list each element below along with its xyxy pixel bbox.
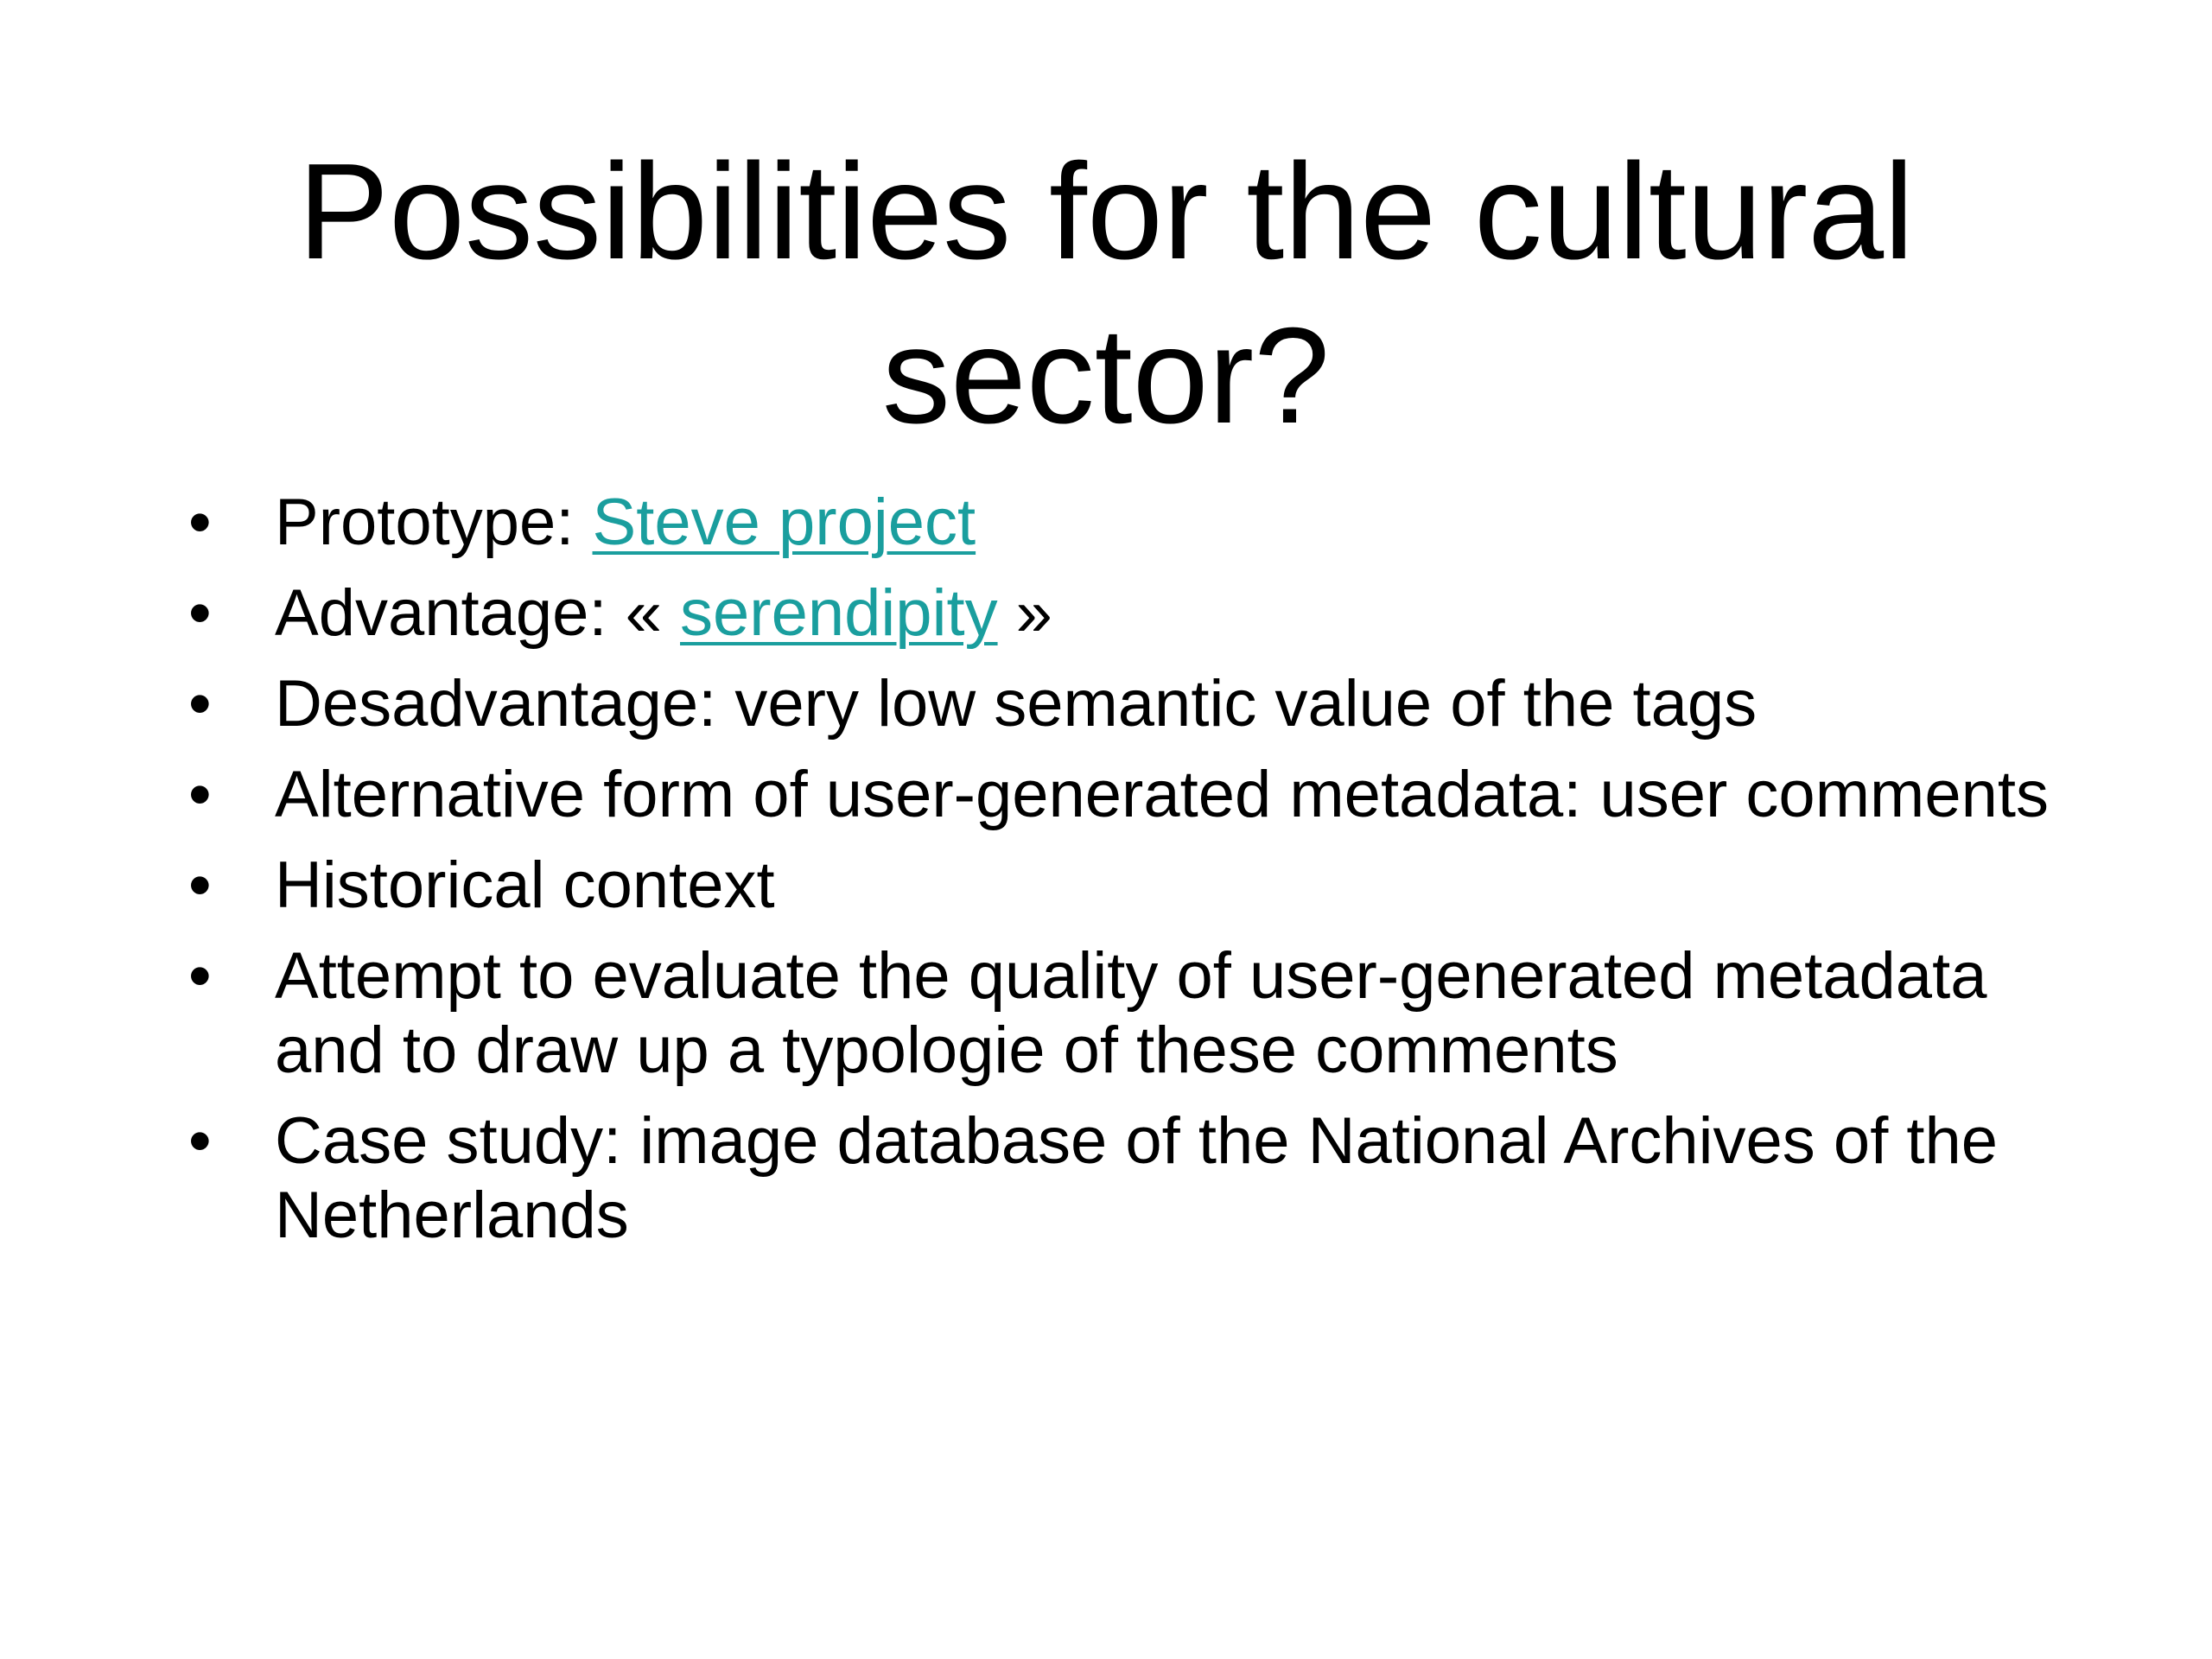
bullet-text: Desadvantage: very low semantic value of the tags [275, 667, 1758, 741]
bullet-text: Attempt to evaluate the quality of user-generated metadata and to draw up a typologie of these comments [275, 939, 1987, 1087]
bullet-icon: • [188, 758, 212, 831]
bullet-item-advantage [0, 576, 2212, 651]
bullet-icon: • [188, 849, 212, 922]
serendipity-link[interactable]: serendipity [680, 576, 998, 650]
bullet-prefix: Prototype: [275, 486, 593, 559]
bullet-item-attempt [0, 939, 2212, 1088]
bullet-item-historical-context [0, 849, 2212, 923]
slide-title-line-1: Possibilities for the cultural [297, 136, 1915, 288]
bullet-icon: • [188, 1104, 212, 1178]
slide-title [0, 130, 2212, 458]
bullet-suffix: » [997, 576, 1052, 650]
bullet-icon: • [188, 939, 212, 1013]
slide-title-line-2: sector? [881, 300, 1331, 452]
bullet-list [0, 486, 2212, 1269]
bullet-text: Case study: image database of the National Archives of the Netherlands [275, 1104, 1999, 1252]
bullet-item-alternative-form [0, 758, 2212, 832]
bullet-item-prototype [0, 486, 2212, 560]
bullet-item-case-study [0, 1104, 2212, 1253]
steve-project-link[interactable]: Steve project [592, 486, 976, 559]
bullet-icon: • [188, 576, 212, 650]
bullet-icon: • [188, 486, 212, 559]
bullet-text: Historical context [275, 849, 775, 922]
bullet-item-desadvantage [0, 667, 2212, 741]
bullet-prefix: Advantage: « [275, 576, 681, 650]
bullet-icon: • [188, 667, 212, 741]
bullet-text: Alternative form of user-generated metadata: user comments [275, 758, 2049, 831]
